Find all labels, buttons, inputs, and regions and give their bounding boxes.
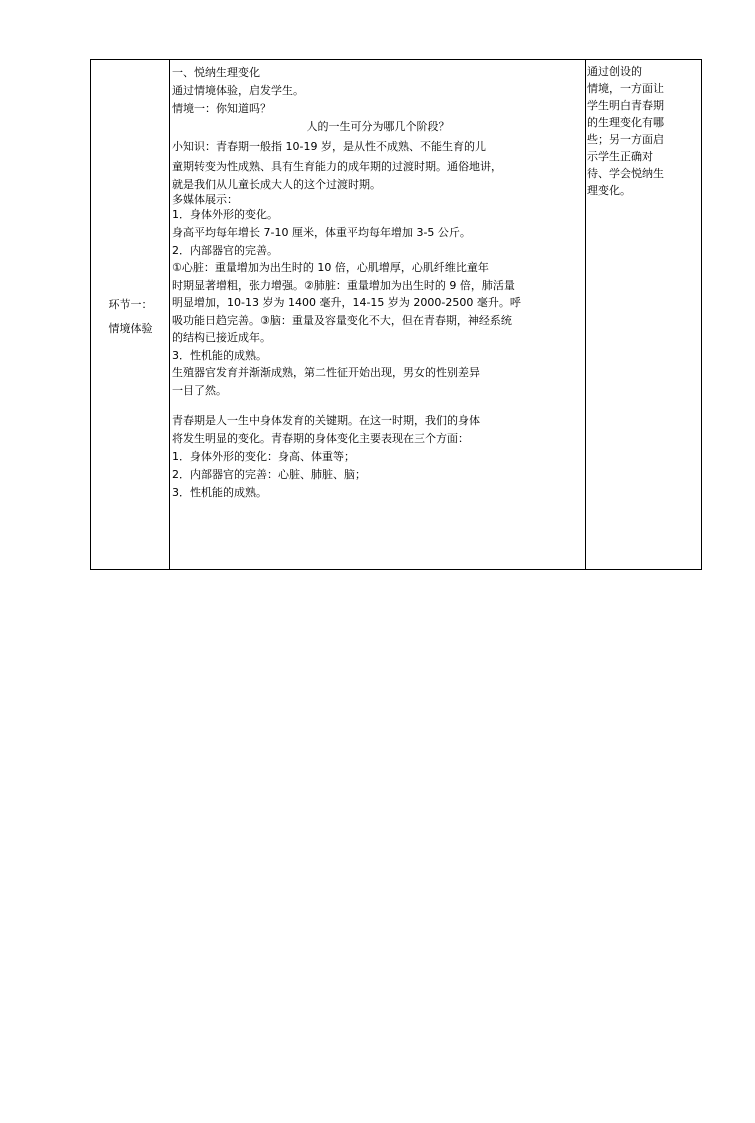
list-item: 3．性机能的成熟。 [172,349,267,362]
content-line: 青春期是人一生中身体发育的关键期。在这一时期，我们的身体 [172,414,480,427]
content-line: 通过情境体验，启发学生。 [172,84,304,97]
note-line: 学生明白青春期 [587,99,664,112]
content-line: 吸功能日趋完善。③脑：重量及容量变化不大，但在青春期，神经系统 [172,314,512,327]
note-line: 理变化。 [587,184,631,197]
content-line: 小知识：青春期一般指 10-19 岁，是从性不成熟、不能生育的儿 [172,140,486,153]
list-item: 3．性机能的成熟。 [172,486,267,499]
question-heading: 人的一生可分为哪几个阶段？ [306,120,450,133]
content-line: 生殖器官发育并渐渐成熟，第二性征开始出现，男女的性别差异 [172,366,480,379]
list-item: 2．内部器官的完善。 [172,244,278,257]
note-line: 待、学会悦纳生 [587,167,664,180]
stage-column [91,60,170,569]
note-line: 些；另一方面启 [587,133,664,146]
note-line: 情境，一方面让 [587,82,664,95]
note-line: 通过创设的 [587,65,642,78]
content-line: 将发生明显的变化。青春期的身体变化主要表现在三个方面： [172,432,469,445]
content-line: 就是我们从儿童长成大人的这个过渡时期。 [172,178,381,191]
stage-name: 情境体验 [108,322,153,335]
note-line: 示学生正确对 [587,150,653,163]
content-line: 多媒体展示： [172,193,238,206]
content-line: 明显增加，10-13 岁为 1400 毫升，14-15 岁为 2000-2500 毫升。呼 [172,296,521,309]
notes-column [586,60,701,569]
content-line: 的结构已接近成年。 [172,331,271,344]
stage-label: 环节一： [108,298,153,311]
lesson-plan-table [90,59,702,570]
list-item: 2．内部器官的完善：心脏、肺脏、脑； [172,468,366,481]
content-column [170,60,586,569]
note-line: 的生理变化有哪 [587,116,664,129]
content-line: 一目了然。 [172,384,227,397]
list-item: 1．身体外形的变化：身高、体重等； [172,450,355,463]
content-line: 童期转变为性成熟、具有生育能力的成年期的过渡时期。通俗地讲， [172,160,502,173]
list-item: 1．身体外形的变化。 [172,208,278,221]
scenario-title: 情境一：你知道吗？ [172,102,271,115]
content-line: ①心脏：重量增加为出生时的 10 倍，心肌增厚，心肌纤维比童年 [172,261,489,274]
content-line: 身高平均每年增长 7-10 厘米，体重平均每年增加 3-5 公斤。 [172,226,471,239]
section-heading: 一、悦纳生理变化 [172,66,260,79]
content-line: 时期显著增粗，张力增强。②肺脏：重量增加为出生时的 9 倍，肺活量 [172,279,515,292]
